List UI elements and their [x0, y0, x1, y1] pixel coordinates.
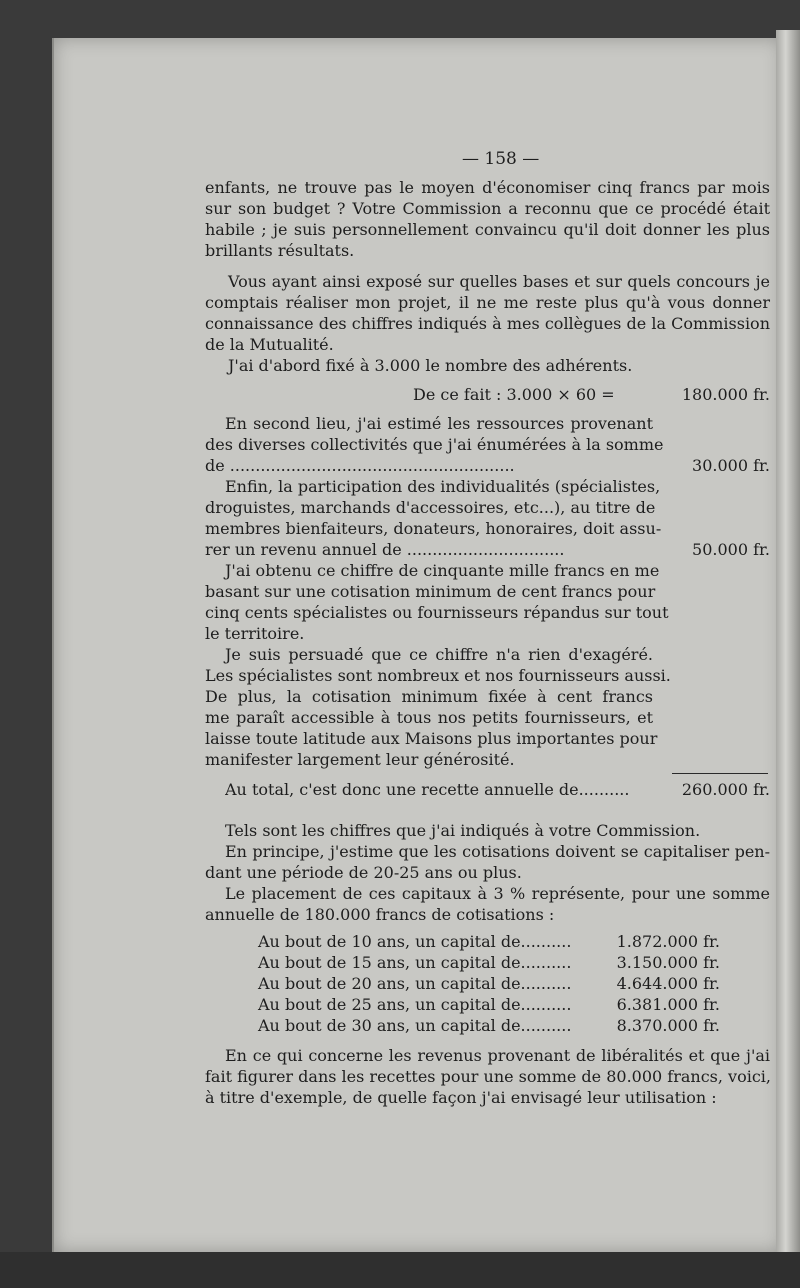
total-label: Au total, c'est donc une recette annuelle de.......... [225, 780, 630, 799]
text-line: connaissance des chiffres indiqués à mes collègues de la Commission [205, 314, 770, 333]
scan-border [0, 1252, 800, 1288]
capital-row-label: Au bout de 20 ans, un capital de.......... [258, 974, 572, 993]
capital-row-value: 1.872.000 fr. [616, 932, 720, 951]
text-line: rer un revenu annuel de ............................... [205, 540, 565, 559]
amount-value: 30.000 fr. [692, 456, 770, 475]
capital-row-label: Au bout de 25 ans, un capital de.......... [258, 995, 572, 1014]
text-line: Je suis persuadé que ce chiffre n'a rien d'exagéré. [225, 645, 653, 664]
text-line: De plus, la cotisation minimum fixée à cent francs [205, 687, 653, 706]
capital-row-label: Au bout de 30 ans, un capital de.......... [258, 1016, 572, 1035]
text-line: En second lieu, j'ai estimé les ressources provenant [225, 414, 653, 433]
page-number: — 158 — [462, 149, 540, 169]
text-line: J'ai d'abord fixé à 3.000 le nombre des adhérents. [228, 356, 633, 375]
text-line: Enfin, la participation des individualités (spécialistes, [225, 477, 661, 496]
text-line: En ce qui concerne les revenus provenant de libéralités et que j'ai [225, 1046, 770, 1065]
text-line: à titre d'exemple, de quelle façon j'ai envisagé leur utilisation : [205, 1088, 717, 1107]
text-line: manifester largement leur générosité. [205, 750, 515, 769]
text-line: droguistes, marchands d'accessoires, etc...), au titre de [205, 498, 656, 517]
text-line: Le placement de ces capitaux à 3 % représente, pour une somme [225, 884, 770, 903]
text-line: membres bienfaiteurs, donateurs, honoraires, doit assu- [205, 519, 662, 538]
text-line: enfants, ne trouve pas le moyen d'économiser cinq francs par mois [205, 178, 770, 197]
text-line: des diverses collectivités que j'ai énumérées à la somme [205, 435, 664, 454]
calc-label: De ce fait : 3.000 × 60 = [413, 385, 615, 404]
text-line: le territoire. [205, 624, 305, 643]
text-line: annuelle de 180.000 francs de cotisations : [205, 905, 555, 924]
capital-row-value: 8.370.000 fr. [616, 1016, 720, 1035]
total-value: 260.000 fr. [681, 780, 770, 799]
text-line: sur son budget ? Votre Commission a reconnu que ce procédé était [205, 199, 770, 218]
text-line: En principe, j'estime que les cotisations doivent se capitaliser pen- [225, 842, 770, 861]
capital-row-value: 6.381.000 fr. [616, 995, 720, 1014]
capital-row-value: 4.644.000 fr. [616, 974, 720, 993]
total-rule [672, 773, 768, 774]
text-line: me paraît accessible à tous nos petits fournisseurs, et [205, 708, 653, 727]
calc-value: 180.000 fr. [681, 385, 770, 404]
capital-row-value: 3.150.000 fr. [616, 953, 720, 972]
amount-value: 50.000 fr. [692, 540, 770, 559]
text-line: habile ; je suis personnellement convaincu qu'il doit donner les plus [205, 220, 770, 239]
text-line: brillants résultats. [205, 241, 355, 260]
text-line: comptais réaliser mon projet, il ne me reste plus qu'à vous donner [205, 293, 770, 312]
capital-row-label: Au bout de 10 ans, un capital de.......... [258, 932, 572, 951]
text-line: de la Mutualité. [205, 335, 334, 354]
text-line: Tels sont les chiffres que j'ai indiqués à votre Commission. [225, 821, 701, 840]
text-line: fait figurer dans les recettes pour une somme de 80.000 francs, voici, [205, 1067, 771, 1086]
text-line: dant une période de 20-25 ans ou plus. [205, 863, 522, 882]
text-line: cinq cents spécialistes ou fournisseurs répandus sur tout [205, 603, 669, 622]
text-line: basant sur une cotisation minimum de cent francs pour [205, 582, 656, 601]
text-line: Vous ayant ainsi exposé sur quelles bases et sur quels concours je [228, 272, 770, 291]
capital-row-label: Au bout de 15 ans, un capital de.......... [258, 953, 572, 972]
text-line: de ........................................................ [205, 456, 515, 475]
text-line: J'ai obtenu ce chiffre de cinquante mille francs en me [225, 561, 660, 580]
page-edge [776, 30, 800, 1258]
text-line: Les spécialistes sont nombreux et nos fournisseurs aussi. [205, 666, 671, 685]
text-line: laisse toute latitude aux Maisons plus importantes pour [205, 729, 658, 748]
